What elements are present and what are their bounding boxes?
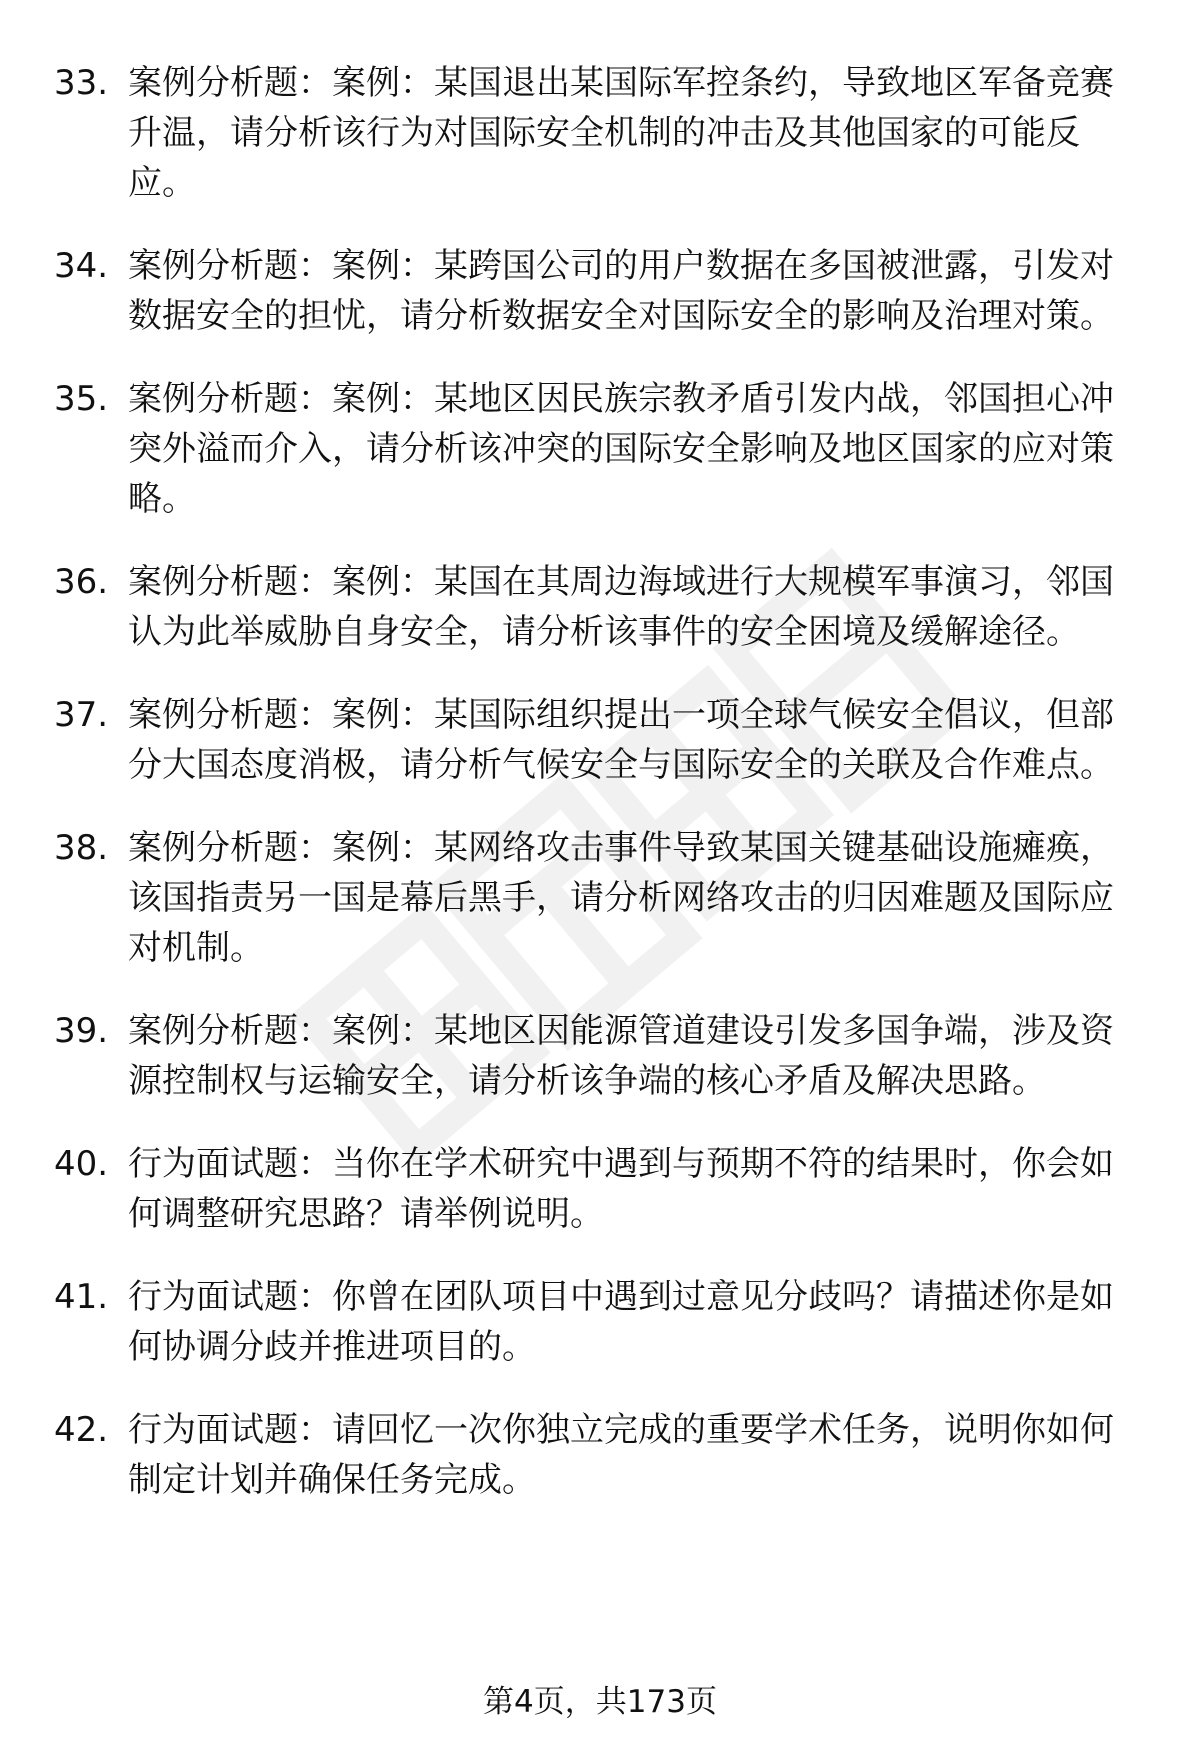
list-item xyxy=(54,557,1144,657)
question-text: 行为面试题：请回忆一次你独立完成的重要学术任务，说明你如何制定计划并确保任务完成。 xyxy=(128,1410,1114,1500)
question-number: 36. xyxy=(54,562,109,602)
list-item xyxy=(54,1272,1144,1372)
list-item xyxy=(54,823,1144,973)
question-text: 案例分析题：案例：某国际组织提出一项全球气候安全倡议，但部分大国态度消极，请分析气候安全与国际安全的关联及合作难点。 xyxy=(128,695,1114,785)
question-list xyxy=(54,58,1144,1538)
list-item xyxy=(54,58,1144,208)
question-text: 行为面试题：你曾在团队项目中遇到过意见分歧吗？请描述你是如何协调分歧并推进项目的。 xyxy=(128,1277,1114,1367)
question-text: 案例分析题：案例：某国退出某国际军控条约，导致地区军备竞赛升温，请分析该行为对国际安全机制的冲击及其他国家的可能反应。 xyxy=(128,63,1114,203)
question-number: 34. xyxy=(54,246,109,286)
question-text: 案例分析题：案例：某跨国公司的用户数据在多国被泄露，引发对数据安全的担忧，请分析数据安全对国际安全的影响及治理对策。 xyxy=(128,246,1114,336)
question-text: 案例分析题：案例：某地区因民族宗教矛盾引发内战，邻国担心冲突外溢而介入，请分析该冲突的国际安全影响及地区国家的应对策略。 xyxy=(128,379,1114,519)
question-number: 41. xyxy=(54,1277,109,1317)
question-number: 37. xyxy=(54,695,109,735)
list-item xyxy=(54,241,1144,341)
question-number: 35. xyxy=(54,379,109,419)
question-number: 33. xyxy=(54,63,109,103)
list-item xyxy=(54,1405,1144,1505)
question-text: 行为面试题：当你在学术研究中遇到与预期不符的结果时，你会如何调整研究思路？请举例说明。 xyxy=(128,1144,1114,1234)
list-item xyxy=(54,1139,1144,1239)
question-number: 38. xyxy=(54,828,109,868)
list-item xyxy=(54,1006,1144,1106)
page-number: 第4页，共173页 xyxy=(483,1684,717,1720)
question-number: 40. xyxy=(54,1144,109,1184)
list-item xyxy=(54,690,1144,790)
question-text: 案例分析题：案例：某国在其周边海域进行大规模军事演习，邻国认为此举威胁自身安全，请分析该事件的安全困境及缓解途径。 xyxy=(128,562,1114,652)
question-number: 39. xyxy=(54,1011,109,1051)
question-text: 案例分析题：案例：某网络攻击事件导致某国关键基础设施瘫痪，该国指责另一国是幕后黑手，请分析网络攻击的归因难题及国际应对机制。 xyxy=(128,828,1114,968)
question-text: 案例分析题：案例：某地区因能源管道建设引发多国争端，涉及资源控制权与运输安全，请分析该争端的核心矛盾及解决思路。 xyxy=(128,1011,1114,1101)
list-item xyxy=(54,374,1144,524)
question-number: 42. xyxy=(54,1410,109,1450)
